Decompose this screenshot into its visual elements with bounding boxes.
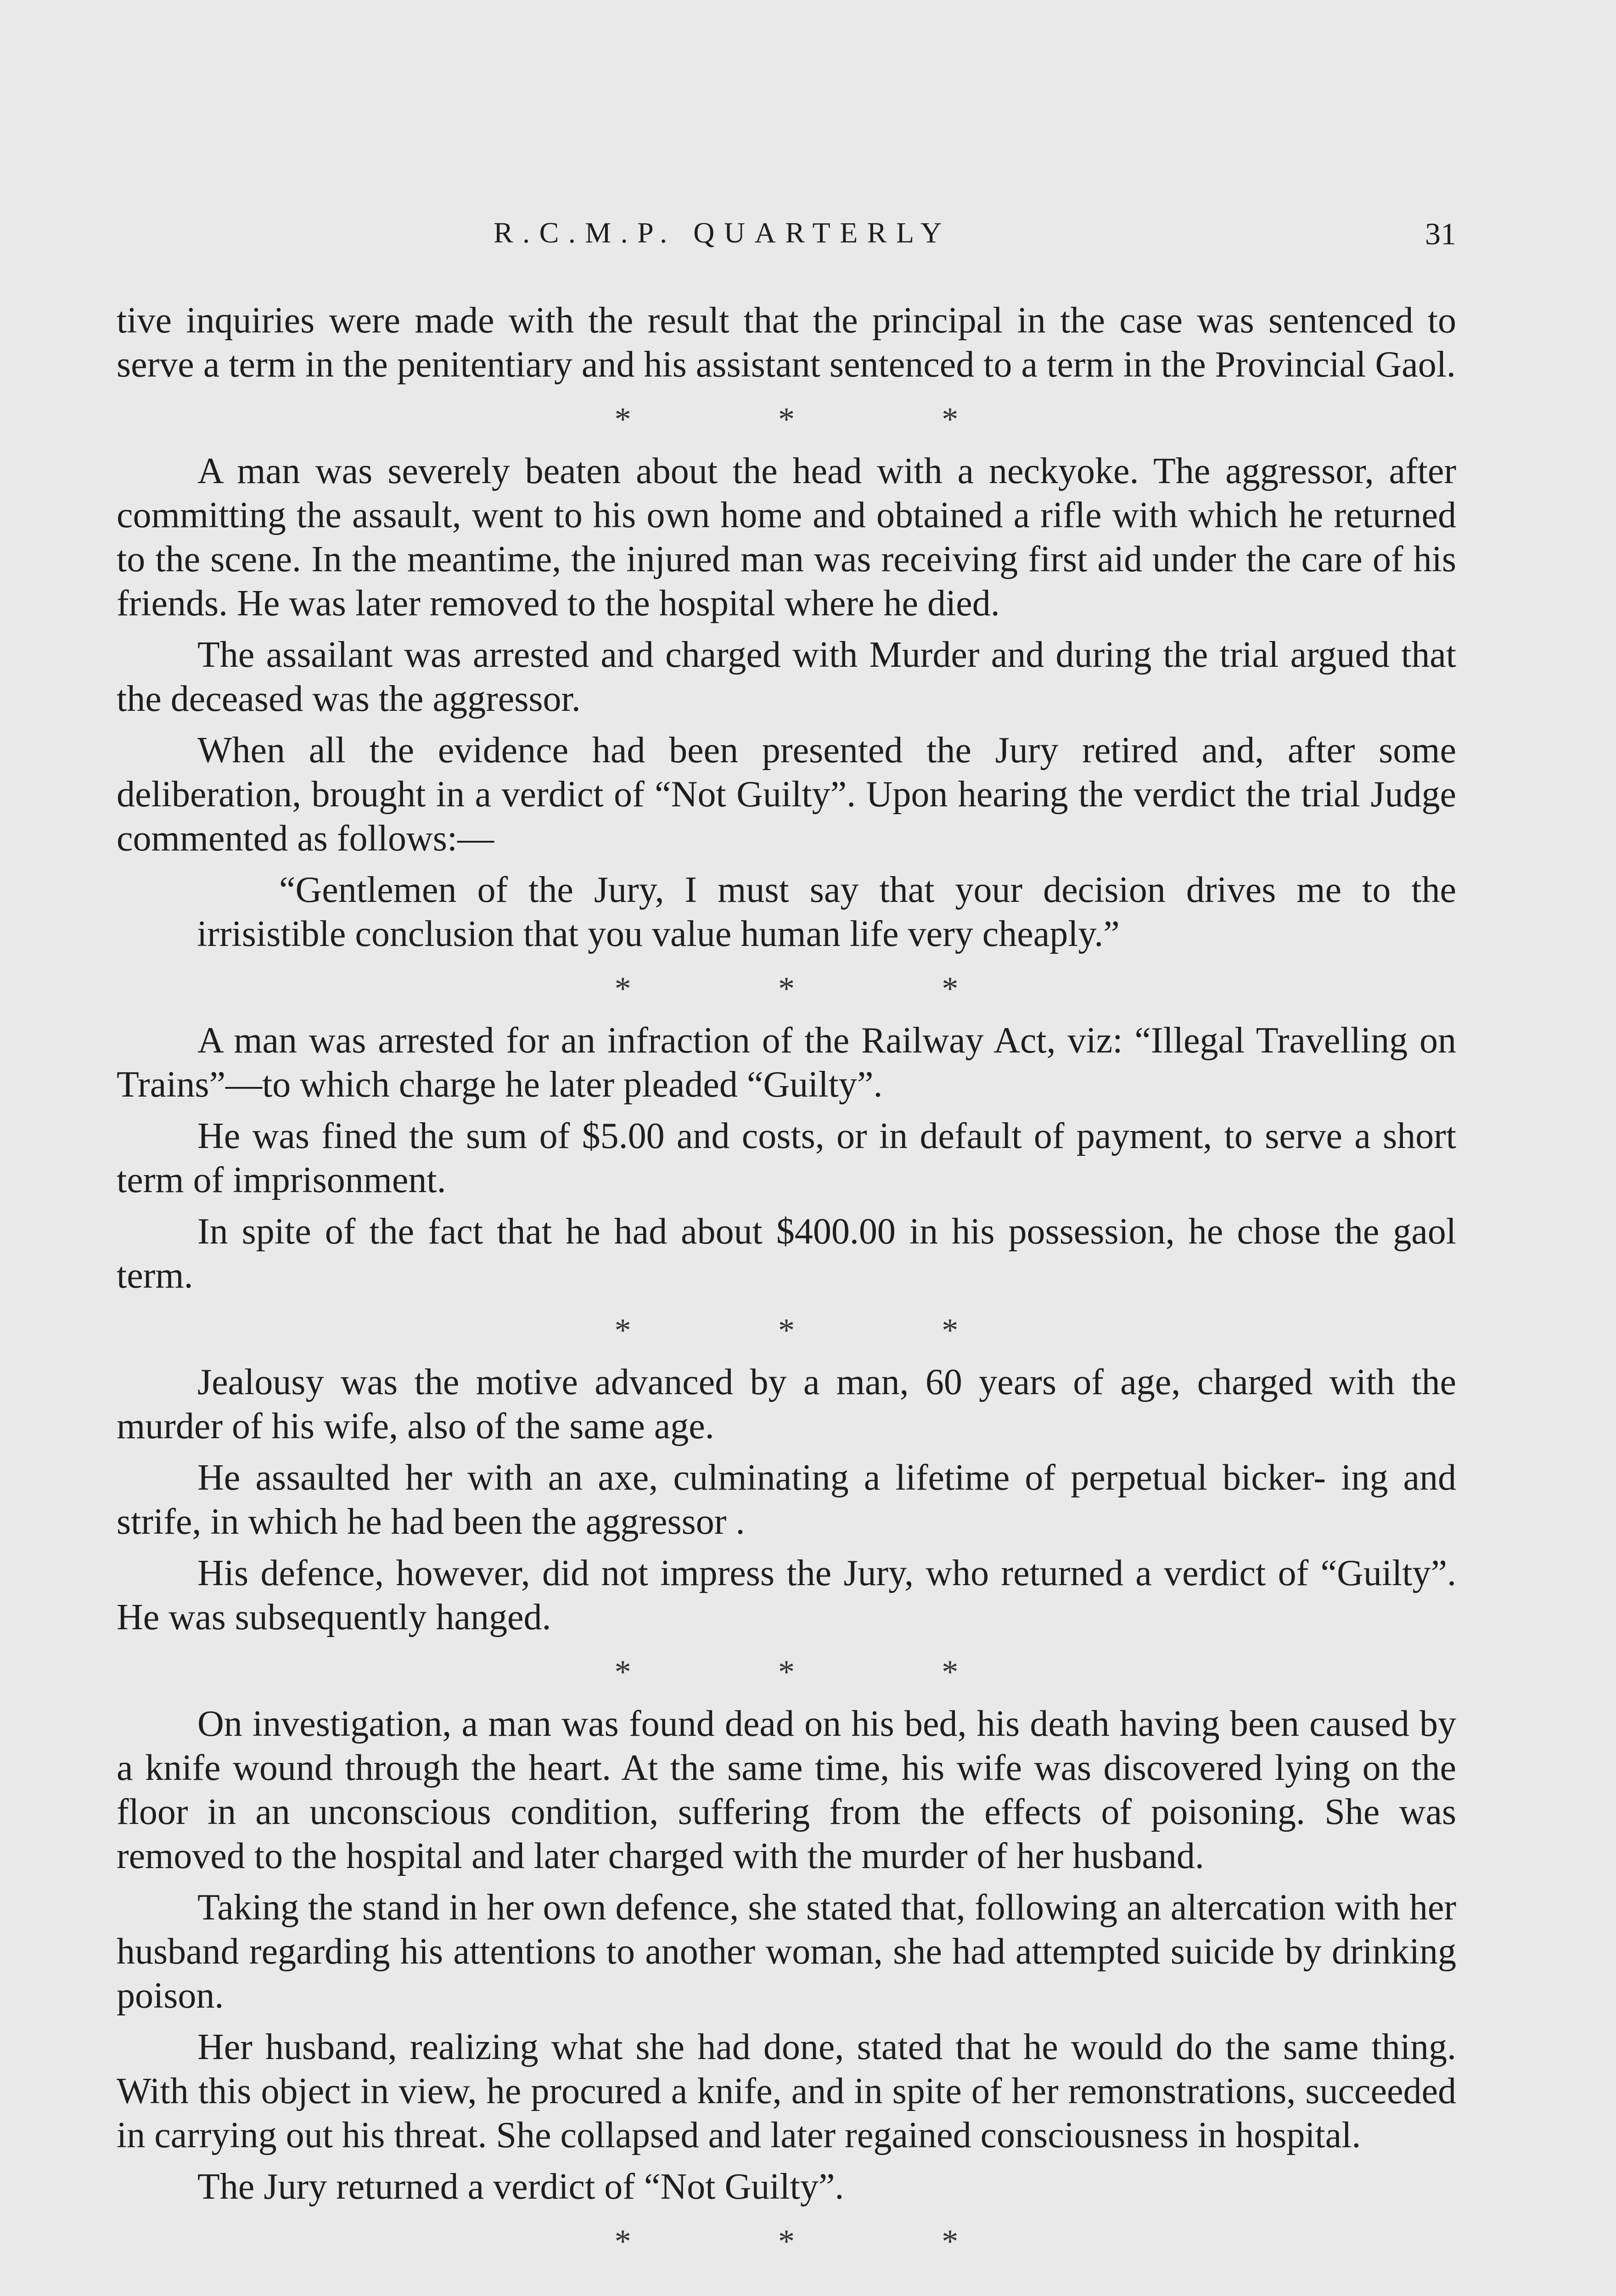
body-text [117,298,1456,2271]
section-separator: * * * [614,2223,1028,2260]
section-separator: * * * [614,1312,1028,1349]
paragraph: On investigation, a man was found dead on his bed, his death having been caused by a knife wound through the heart. At the same time, his wife was discovered lying on the floor in an unconscious condition, suffering from the effects of poisoning. She was removed to the hospital and later charged with the murder of her husband. [117,1704,1456,1876]
page-number: 31 [1425,216,1456,251]
paragraph: The assailant was arrested and charged with Murder and during the trial argued that the deceased was the aggressor. [117,635,1456,719]
paragraph: His defence, however, did not impress the Jury, who returned a verdict of “Guilty”. He was subsequently hanged. [117,1553,1456,1638]
paragraph: Taking the stand in her own defence, she stated that, following an altercation with her husband regarding his attentions to another woman, she had attempted suicide by drinking poison. [117,1887,1456,2016]
paragraph: He assaulted her with an axe, culminating a lifetime of perpetual bicker- ing and strife, in which he had been the aggressor . [117,1458,1456,1542]
paragraph: When all the evidence had been presented the Jury retired and, after some deliberation, brought in a verdict of “Not Guilty”. Upon hearing the verdict the trial Judge commented as follows:— [117,730,1456,859]
paragraph-continued: tive inquiries were made with the result that the principal in the case was sentenced to serve a term in the penitentiary and his assistant sentenced to a term in the Provincial Gaol. [117,300,1456,385]
paragraph: The Jury returned a verdict of “Not Guilty”. [197,2167,844,2207]
paragraph: A man was arrested for an infraction of the Railway Act, viz: “Illegal Travelling on Trains”—to which charge he later pleaded “Guilty”. [117,1020,1456,1105]
paragraph: He was fined the sum of $5.00 and costs, or in default of payment, to serve a short term of imprisonment. [117,1116,1456,1200]
paragraph: A man was severely beaten about the head with a neckyoke. The aggressor, after committing the assault, went to his own home and obtained a rifle with which he returned to the scene. In the meantime, the injured man was receiving first aid under the care of his friends. He was later removed to the hospital where he died. [117,451,1456,624]
paragraph: In spite of the fact that he had about $400.00 in his possession, he chose the gaol term. [117,1211,1456,1296]
judge-quotation: “Gentlemen of the Jury, I must say that your decision drives me to the irrisistible conclusion that you value human life very cheaply.” [197,870,1456,954]
running-header [0,216,1616,257]
section-separator: * * * [614,401,1028,438]
running-title: R.C.M.P. QUARTERLY [494,216,951,249]
paragraph: Her husband, realizing what she had done, stated that he would do the same thing. With this object in view, he procured a knife, and in spite of her remonstrations, succeeded in carrying out his threat. She collapsed and later regained consciousness in hospital. [117,2027,1456,2155]
section-separator: * * * [614,970,1028,1007]
paragraph: Jealousy was the motive advanced by a man, 60 years of age, charged with the murder of his wife, also of the same age. [117,1362,1456,1446]
section-separator: * * * [614,1654,1028,1690]
